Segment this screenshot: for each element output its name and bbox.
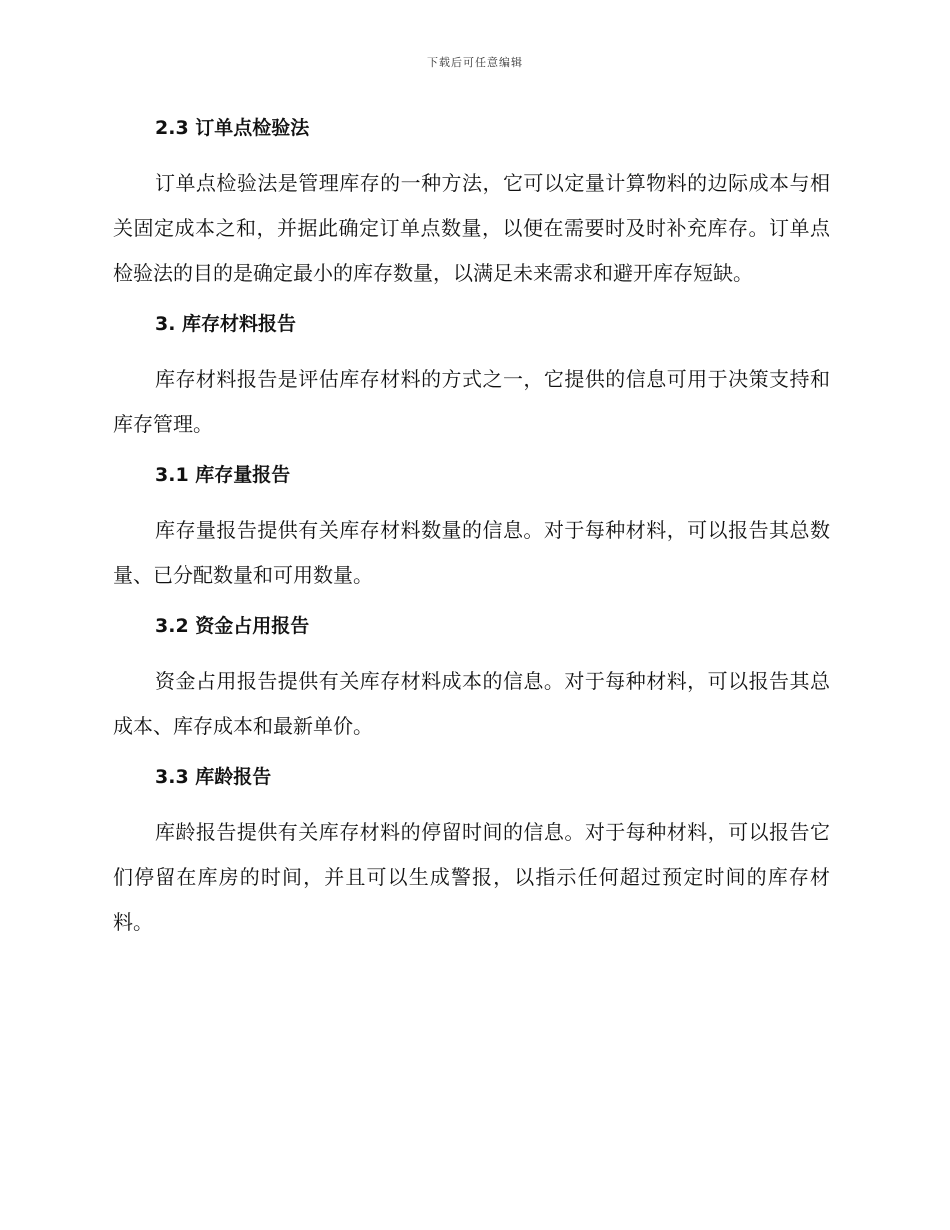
section-heading: 3.3 库龄报告 — [155, 766, 272, 788]
section-3-1 — [113, 459, 830, 598]
section-paragraph: 资金占用报告提供有关库存材料成本的信息。对于每种材料，可以报告其总成本、库存成本和最新单价。 — [113, 669, 830, 738]
section-3-3 — [113, 761, 830, 945]
document-body — [113, 112, 830, 957]
section-3-2 — [113, 610, 830, 749]
section-2-3 — [113, 112, 830, 296]
section-3 — [113, 308, 830, 447]
section-heading: 3.2 资金占用报告 — [155, 615, 310, 637]
section-paragraph: 库存量报告提供有关库存材料数量的信息。对于每种材料，可以报告其总数量、已分配数量和可用数量。 — [113, 518, 830, 587]
section-heading: 3. 库存材料报告 — [155, 313, 297, 335]
section-paragraph: 库龄报告提供有关库存材料的停留时间的信息。对于每种材料，可以报告它们停留在库房的时间，并且可以生成警报，以指示任何超过预定时间的库存材料。 — [113, 820, 830, 934]
section-paragraph: 库存材料报告是评估库存材料的方式之一，它提供的信息可用于决策支持和库存管理。 — [113, 367, 830, 436]
section-heading: 3.1 库存量报告 — [155, 464, 291, 486]
section-heading: 2.3 订单点检验法 — [155, 117, 310, 139]
section-paragraph: 订单点检验法是管理库存的一种方法，它可以定量计算物料的边际成本与相关固定成本之和，并据此确定订单点数量，以便在需要时及时补充库存。订单点检验法的目的是确定最小的库存数量，以满足未来需求和避开库存短缺。 — [113, 171, 830, 285]
page-header-note: 下载后可任意编辑 — [427, 56, 523, 69]
